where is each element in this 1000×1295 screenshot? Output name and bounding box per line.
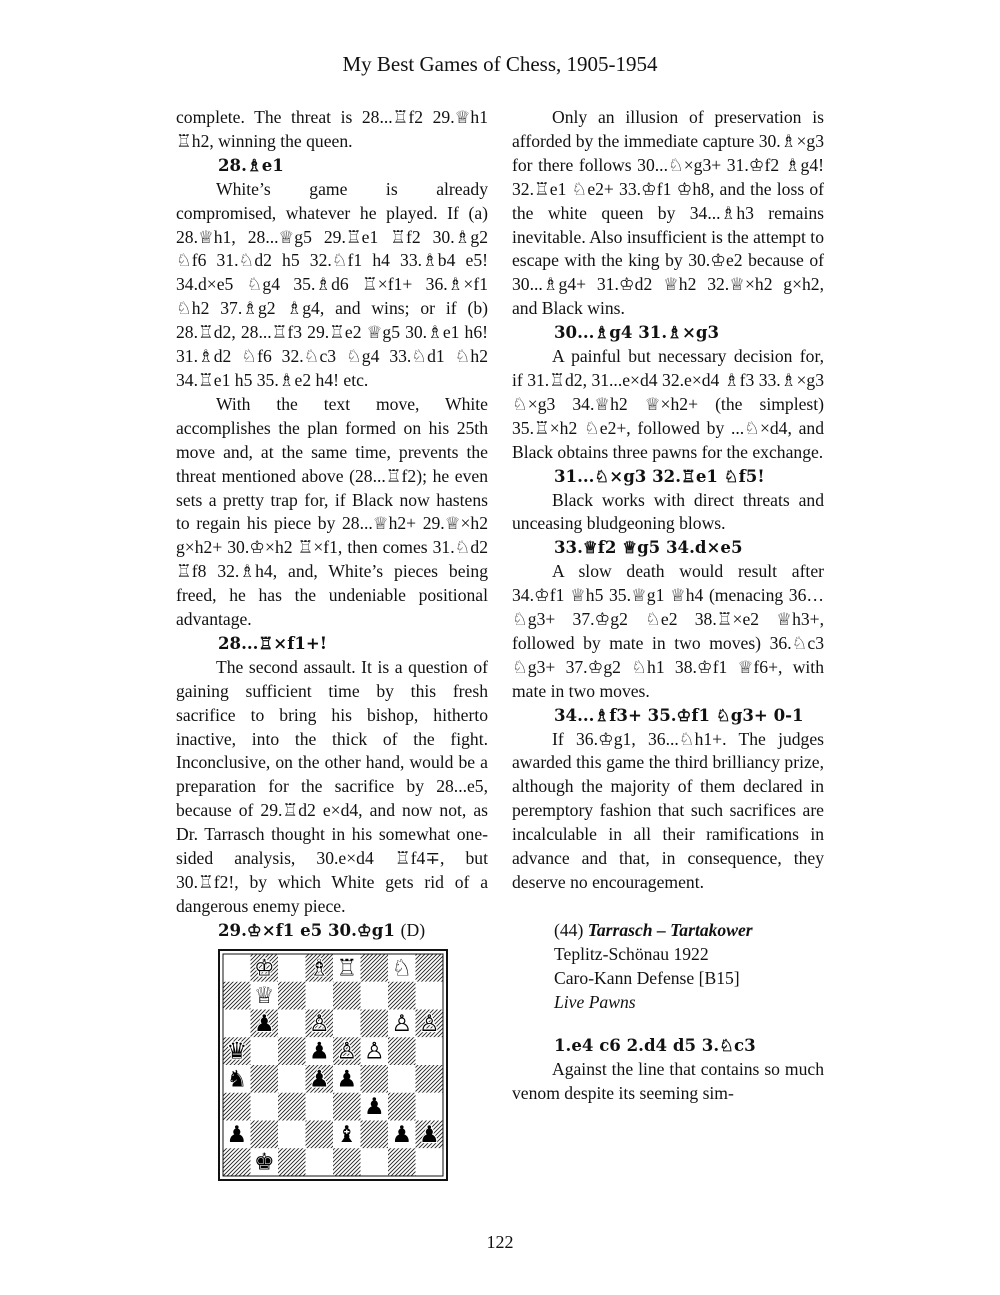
chess-piece-g8: ♘ (391, 955, 413, 982)
board-square-h5 (416, 1037, 444, 1065)
board-square-f1 (361, 1148, 389, 1176)
chess-piece-e4: ♟ (336, 1066, 358, 1093)
board-square-b5 (251, 1037, 279, 1065)
chess-piece-b6: ♟ (253, 1010, 275, 1037)
board-square-g1 (388, 1148, 416, 1176)
move-line: 33.♕f2 ♕g5 34.d×e5 (554, 537, 743, 558)
chess-piece-d6: ♙ (308, 1010, 330, 1037)
board-square-c6 (278, 1009, 306, 1037)
chess-piece-e2: ♝ (336, 1121, 358, 1148)
chess-piece-b7: ♕ (253, 982, 275, 1009)
move-text: 29.♔×f1 e5 30.♔g1 (218, 919, 395, 940)
board-square-b4 (251, 1065, 279, 1093)
move-line: 28.♗e1 (218, 154, 284, 175)
chess-piece-g2: ♟ (391, 1121, 413, 1148)
board-square-d7 (306, 981, 334, 1009)
board-square-f4 (361, 1065, 389, 1093)
chess-piece-f3: ♟ (363, 1093, 385, 1120)
board-square-c2 (278, 1120, 306, 1148)
board-square-c1 (278, 1148, 306, 1176)
paragraph: The second assault. It is a question of gaining sufficient time by this fresh sacrifice to bring his bishop, hitherto inactive, into the thick of the fight. Inconclusive, on the other hand, would be a preparation for the sacrifice by 28...e5, because of 29.♖d2 e×d4, and now not, as Dr. Tarrasch thought in his somewhat one-sided analysis, 30.e×d4 ♖f4∓, but 30.♖f2!, by which White gets rid of a dangerous enemy piece. (176, 656, 488, 916)
board-square-d2 (306, 1120, 334, 1148)
move-line (176, 919, 488, 943)
game-number: (44) (554, 919, 584, 940)
board-square-c3 (278, 1092, 306, 1120)
right-column (512, 106, 824, 1106)
move-line: 30...♗g4 31.♗×g3 (554, 322, 720, 343)
board-square-a7 (223, 981, 251, 1009)
board-square-e6 (333, 1009, 361, 1037)
chess-diagram (218, 949, 448, 1181)
paragraph: A slow death would result after 34.♔f1 ♕h5 35.♕g1 ♕h4 (menacing 36…♘g3+ 37.♔g2 ♘e2 38.♖×e2 ♕h3+, followed by mate in two moves) 36.♘c3 ♘g3+ 37.♔g2 ♘h1 38.♔f1 ♕f6+, with mate in two moves. (512, 561, 824, 701)
chess-piece-f5: ♙ (363, 1038, 385, 1065)
board-square-e1 (333, 1148, 361, 1176)
game-opening: Caro-Kann Defense [B15] (554, 967, 740, 988)
board-square-h1 (416, 1148, 444, 1176)
chess-piece-a4: ♞ (226, 1066, 248, 1093)
paragraph: Black works with direct threats and unceasing bludgeoning blows. (512, 489, 824, 534)
chess-piece-h6: ♙ (418, 1010, 440, 1037)
board-square-a3 (223, 1092, 251, 1120)
chess-piece-a2: ♟ (226, 1121, 248, 1148)
chess-piece-b1: ♚ (253, 1149, 275, 1176)
chess-piece-e5: ♙ (336, 1038, 358, 1065)
board-square-g5 (388, 1037, 416, 1065)
board-square-f8 (361, 954, 389, 982)
board-square-g4 (388, 1065, 416, 1093)
chess-board (218, 949, 448, 1181)
board-square-h7 (416, 981, 444, 1009)
chess-piece-h2: ♟ (418, 1121, 440, 1148)
board-square-e7 (333, 981, 361, 1009)
chess-piece-d5: ♟ (308, 1038, 330, 1065)
paragraph: If 36.♔g1, 36...♘h1+. The judges awarded this game the third brilliancy prize, although the majority of them declared in peremptory fashion that such sacrifices are incalculable in all their ramifications in advance and that, in consequence, they deserve no encouragement. (512, 728, 824, 892)
board-square-f6 (361, 1009, 389, 1037)
chess-piece-g6: ♙ (391, 1010, 413, 1037)
board-square-g3 (388, 1092, 416, 1120)
paragraph: Only an illusion of preservation is afforded by the immediate capture 30.♗×g3 for there follows 30...♘×g3+ 31.♔f2 ♗g4! 32.♖e1 ♘e2+ 33.♔f1 ♔h8, and the loss of the white queen by 34...♗h3 remains inevitable. Also insufficient is the attempt to escape with the king by 30.♔e2 because of 30...♗g4+ 31.♔d2 ♕h2 32.♕×h2 g×h2, and Black wins. (512, 107, 824, 319)
move-line: 28...♖×f1+! (218, 632, 328, 653)
board-square-a6 (223, 1009, 251, 1037)
board-square-f7 (361, 981, 389, 1009)
chess-piece-d4: ♟ (308, 1066, 330, 1093)
paragraph: Against the line that contains so much venom despite its seeming sim- (512, 1059, 824, 1104)
board-square-b2 (251, 1120, 279, 1148)
board-square-h3 (416, 1092, 444, 1120)
board-square-a8 (223, 954, 251, 982)
board-square-b3 (251, 1092, 279, 1120)
page-number: 122 (486, 1232, 514, 1252)
board-square-c5 (278, 1037, 306, 1065)
board-square-g7 (388, 981, 416, 1009)
chess-piece-d8: ♗ (308, 955, 330, 982)
chess-piece-e8: ♖ (336, 955, 358, 982)
board-square-d3 (306, 1092, 334, 1120)
move-line: 31...♘×g3 32.♖e1 ♘f5! (554, 465, 765, 486)
paragraph: A painful but necessary decision for, if 31.♖d2, 31...e×d4 32.e×d4 ♗f3 33.♗×g3 ♘×g3 34.♕h2 ♕×h2+ (the simplest) 35.♖×h2 ♘e2+, followed by ...♘×d4, and Black obtains three pawns for the exchange. (512, 346, 824, 462)
board-square-h4 (416, 1065, 444, 1093)
paragraph: White’s game is already compromised, whatever he played. If (a) 28.♕h1, 28...♕g5 29.♖e1 ♖f2 30.♗g2 ♘f6 31.♘d2 h5 32.♘f1 h4 33.♗b4 e5! 34.d×e5 ♘g4 35.♗d6 ♖×f1+ 36.♗×f1 ♘h2 37.♗g2 ♗g4, and wins; or if (b) 28.♖d2, 28...♖f3 29.♖e2 ♕g5 30.♗e1 h6! 31.♗d2 ♘f6 32.♘c3 ♘g4 33.♘d1 ♘h2 34.♖e1 h5 35.♗e2 h4! etc. (176, 178, 488, 390)
game-event: Teplitz-Schönau 1922 (554, 943, 709, 964)
board-square-c7 (278, 981, 306, 1009)
game-title (554, 919, 824, 943)
board-square-a1 (223, 1148, 251, 1176)
board-square-h8 (416, 954, 444, 982)
chess-piece-a5: ♛ (226, 1038, 248, 1065)
move-line: 34...♗f3+ 35.♔f1 ♘g3+ 0-1 (554, 704, 804, 725)
board-square-d1 (306, 1148, 334, 1176)
board-square-e3 (333, 1092, 361, 1120)
chess-piece-b8: ♔ (253, 955, 275, 982)
board-square-c8 (278, 954, 306, 982)
move-line: 1.e4 c6 2.d4 d5 3.♘c3 (554, 1035, 756, 1056)
paragraph: With the text move, White accomplishes the plan formed on his 25th move and, at the same time, prevents the threat mentioned above (28...♖f2); he even sets a pretty trap for, if Black now hastens to regain his piece by 28...♕h2+ 29.♕×h2 g×h2+ 30.♔×h2 ♖×f1, then comes 31.♘d2 ♖f8 32.♗h4, and, White’s pieces being freed, he has the undeniable positional advantage. (176, 393, 488, 630)
game-header (512, 919, 824, 1015)
paragraph: complete. The threat is 28...♖f2 29.♕h1 ♖h2, winning the queen. (176, 107, 488, 151)
diagram-marker: (D) (400, 919, 426, 940)
page-header: My Best Games of Chess, 1905-1954 (342, 52, 658, 76)
game-players: Tarrasch – Tartakower (587, 919, 753, 940)
board-square-c4 (278, 1065, 306, 1093)
board-square-f2 (361, 1120, 389, 1148)
left-column (176, 106, 488, 1181)
game-subtitle: Live Pawns (554, 991, 636, 1012)
